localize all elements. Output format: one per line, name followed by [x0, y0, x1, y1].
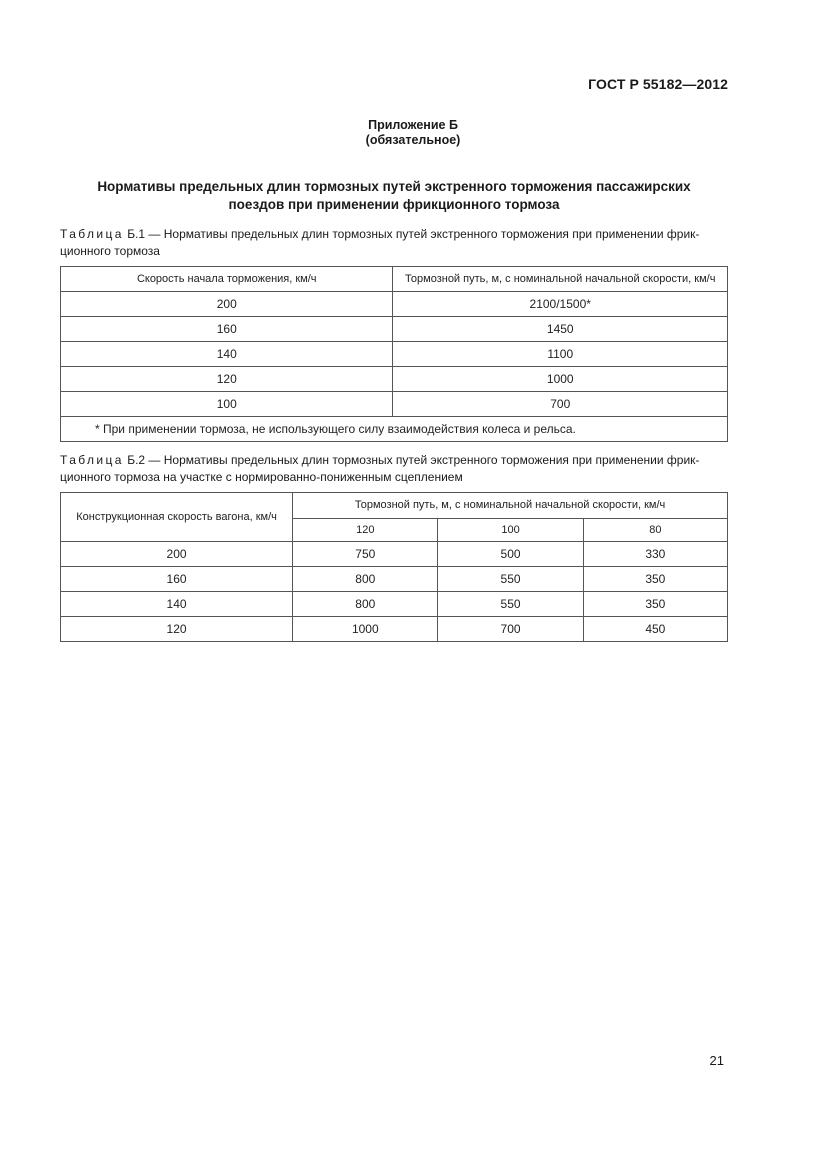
table-1-cell: 700: [393, 392, 728, 417]
appendix-title: Приложение Б: [368, 118, 458, 132]
table-2-cell: 700: [438, 617, 583, 642]
table-2-header-speed: Конструкционная скорость вагона, км/ч: [61, 493, 293, 542]
table-1-caption-label: Таблица: [60, 227, 124, 241]
table-1-header-row: [61, 267, 728, 292]
table-2-subheader: 120: [293, 518, 438, 541]
table-row: [61, 292, 728, 317]
table-2-caption-line-1: Б.2 — Нормативы предельных длин тормозных путей экстренного торможения при применении фрик-: [123, 453, 700, 467]
table-2-cell: 750: [293, 542, 438, 567]
table-2-cell: 200: [61, 542, 293, 567]
table-1-cell: 1450: [393, 317, 728, 342]
table-1-cell: 160: [61, 317, 393, 342]
table-2-cell: 550: [438, 592, 583, 617]
table-row: [61, 317, 728, 342]
table-row: [61, 567, 728, 592]
table-2-cell: 450: [583, 617, 727, 642]
table-1-cell: 2100/1500*: [393, 292, 728, 317]
table-1-cell: 1100: [393, 342, 728, 367]
table-2-header-distance-group: Тормозной путь, м, с номинальной начальной скорости, км/ч: [293, 493, 728, 519]
table-2-subheader: 80: [583, 518, 727, 541]
table-2: [60, 492, 728, 642]
table-2-cell: 800: [293, 592, 438, 617]
table-2-cell: 1000: [293, 617, 438, 642]
table-row: [61, 617, 728, 642]
table-2-cell: 500: [438, 542, 583, 567]
table-2-cell: 350: [583, 567, 727, 592]
table-2-caption-label: Таблица: [60, 453, 124, 467]
table-1: [60, 266, 728, 442]
table-2-cell: 330: [583, 542, 727, 567]
table-2-cell: 140: [61, 592, 293, 617]
table-2-subheader: 100: [438, 518, 583, 541]
table-1-footnote-row: [61, 417, 728, 442]
table-row: [61, 367, 728, 392]
table-row: [61, 542, 728, 567]
table-1-cell: 100: [61, 392, 393, 417]
table-1-caption-line-1: Б.1 — Нормативы предельных длин тормозных путей экстренного торможения при применении фрик-: [123, 227, 700, 241]
table-1-cell: 1000: [393, 367, 728, 392]
table-2-cell: 800: [293, 567, 438, 592]
table-2-header-row: [61, 493, 728, 519]
section-title-line-2: поездов при применении фрикционного тормоза: [228, 197, 560, 212]
page-number: 21: [709, 1053, 724, 1068]
document-code: ГОСТ Р 55182—2012: [588, 76, 728, 92]
section-title-line-1: Нормативы предельных длин тормозных путей экстренного торможения пассажирских: [97, 179, 691, 194]
table-1-cell: 200: [61, 292, 393, 317]
table-2-cell: 160: [61, 567, 293, 592]
table-1-caption-line-2: ционного тормоза: [60, 244, 160, 258]
table-row: [61, 342, 728, 367]
table-row: [61, 592, 728, 617]
table-1-cell: 140: [61, 342, 393, 367]
table-2-cell: 550: [438, 567, 583, 592]
table-2-cell: 120: [61, 617, 293, 642]
table-2-caption-line-2: ционного тормоза на участке с нормированно-пониженным сцеплением: [60, 470, 463, 484]
section-title: [60, 178, 728, 214]
table-2-cell: 350: [583, 592, 727, 617]
appendix-subtitle: (обязательное): [365, 133, 461, 147]
table-1-footnote: * При применении тормоза, не использующего силу взаимодействия колеса и рельса.: [61, 417, 728, 442]
table-1-header-distance: Тормозной путь, м, с номинальной начальной скорости, км/ч: [393, 267, 728, 292]
table-1-header-speed: Скорость начала торможения, км/ч: [61, 267, 393, 292]
table-row: [61, 392, 728, 417]
table-2-caption: [60, 452, 730, 486]
table-1-cell: 120: [61, 367, 393, 392]
table-1-caption: [60, 226, 730, 260]
